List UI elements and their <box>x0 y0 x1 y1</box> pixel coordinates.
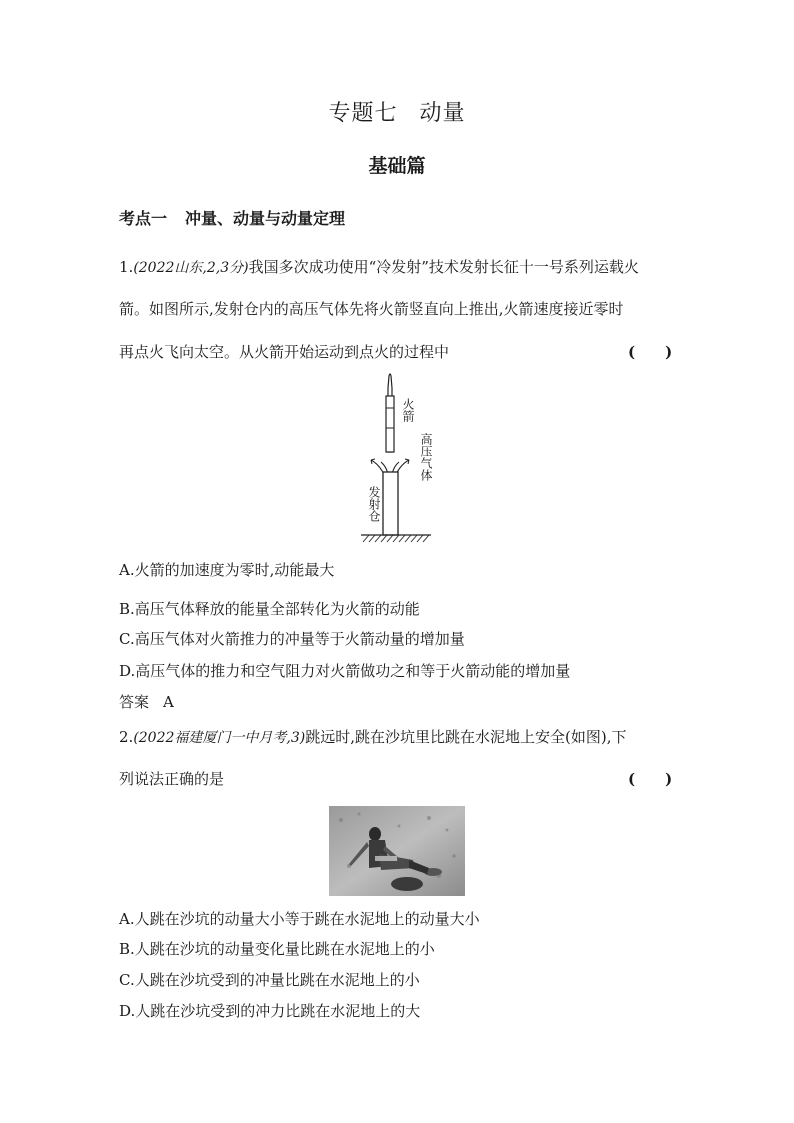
q1-answer <box>119 691 174 712</box>
q1-line3: 再点火飞向太空。从火箭开始运动到点火的过程中 <box>119 343 450 361</box>
q2-option-b: B.人跳在沙坑的动量变化量比跳在水泥地上的小 <box>119 940 435 958</box>
section-number: 考点一 <box>119 209 168 228</box>
q1-answer-bracket: ( ) <box>628 343 673 361</box>
q2-option-c: C.人跳在沙坑受到的冲量比跳在水泥地上的小 <box>119 971 420 989</box>
q2-line1 <box>119 726 626 747</box>
q1-line1 <box>119 256 639 277</box>
rocket-body <box>386 396 394 452</box>
q1-option-a: A.火箭的加速度为零时,动能最大 <box>119 561 335 579</box>
gas-arrowheads <box>371 459 409 464</box>
q2-option-a: A.人跳在沙坑的动量大小等于跳在水泥地上的动量大小 <box>119 910 480 928</box>
q2-option-d: D.人跳在沙坑受到的冲力比跳在水泥地上的大 <box>119 1002 421 1020</box>
title-main: 专题七 <box>328 101 398 126</box>
ground-hatching <box>363 535 429 542</box>
gas-label: 高压气体 <box>419 433 433 481</box>
q2-text-1: 跳远时,跳在沙坑里比跳在水泥地上安全(如图),下 <box>305 728 627 746</box>
answer-label: 答案 <box>119 693 150 711</box>
section-subtitle: 基础篇 <box>368 155 426 177</box>
q2-line2: 列说法正确的是 <box>119 770 225 788</box>
rocket-label: 火箭 <box>401 398 415 422</box>
section-heading <box>119 206 345 229</box>
q1-option-d: D.高压气体的推力和空气阻力对火箭做功之和等于火箭动能的增加量 <box>119 662 571 680</box>
section-name: 冲量、动量与动量定理 <box>185 209 346 228</box>
q1-option-b: B.高压气体释放的能量全部转化为火箭的动能 <box>119 600 420 618</box>
q1-line2: 箭。如图所示,发射仓内的高压气体先将火箭竖直向上推出,火箭速度接近零时 <box>119 300 624 318</box>
title-sub: 动量 <box>419 101 466 126</box>
q2-answer-bracket: ( ) <box>628 770 673 788</box>
q1-text-1: 我国多次成功使用“冷发射”技术发射长征十一号系列运载火 <box>248 258 639 276</box>
q1-source: (2022山东,2,3分) <box>133 260 249 276</box>
q2-number: 2. <box>119 728 134 746</box>
q2-source: (2022福建厦门一中月考,3) <box>133 730 306 746</box>
q2-long-jump-photo <box>329 806 465 896</box>
q1-option-c: C.高压气体对火箭推力的冲量等于火箭动量的增加量 <box>119 630 465 648</box>
launch-silo <box>383 472 398 535</box>
page-title <box>0 96 794 127</box>
q1-number: 1. <box>119 258 134 276</box>
answer-value: A <box>163 693 174 711</box>
silo-label: 发射仓 <box>367 486 381 522</box>
